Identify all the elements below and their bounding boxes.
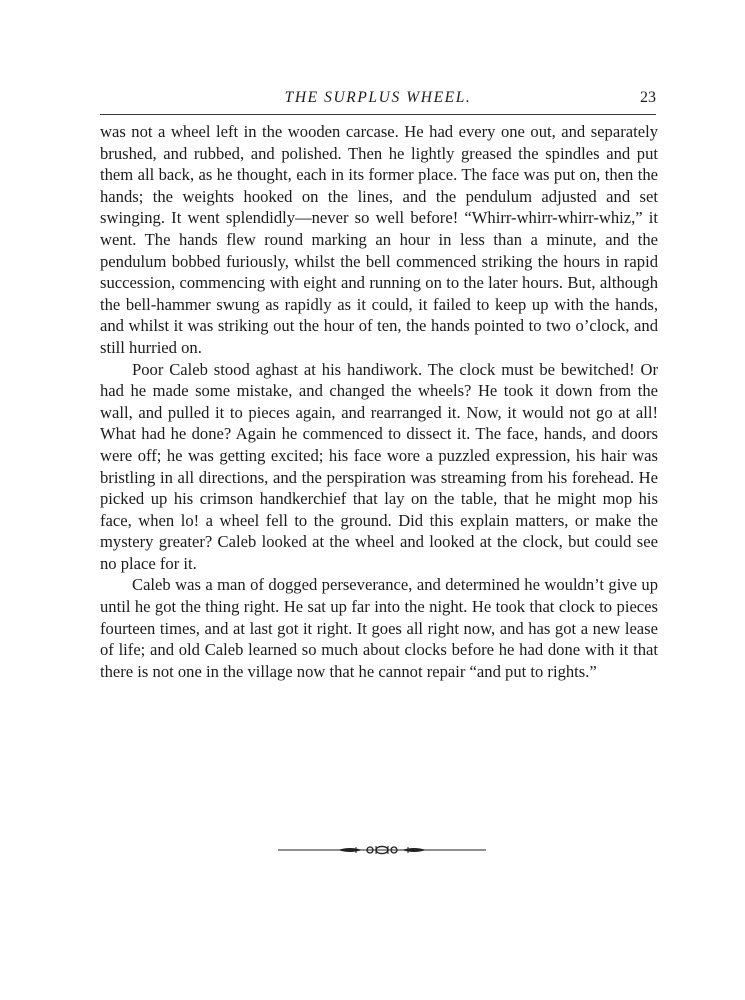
paragraph-1: was not a wheel left in the wooden carcase. He had every one out, and separately brushed, and rubbed, and polished. Then he lightly greased the spindles and put them all back, as he thought, each in its former place. The face was put on, then the hands; the weights hooked on the lines, and the pendulum adjusted and set swinging. It went splendidly—never so well before! “Whirr-whirr-whirr-whiz,” it went. The hands flew round marking an hour in less than a minute, and the pendulum bobbed furiously, whilst the bell commenced striking the hours in rapid succession, commencing with eight and running on to the later hours. But, although the bell-hammer swung as rapidly as it could, it failed to keep up with the hands, and whilst it was striking out the hour of ten, the hands pointed to two o’clock, and still hurried on. [100, 122, 658, 357]
header-rule [100, 114, 656, 115]
page-number: 23 [640, 89, 656, 106]
paragraph-3: Caleb was a man of dogged perseverance, and determined he wouldn’t give up until he got the thing right. He sat up far into the night. He took that clock to pieces fourteen times, and at last got it right. It goes all right now, and has got a new lease of life; and old Caleb learned so much about clocks before he had done with it that there is not one in the village now that he cannot repair “and put to rights.” [100, 575, 658, 681]
page-header [100, 88, 656, 112]
paragraph-2: Poor Caleb stood aghast at his handiwork. The clock must be bewitched! Or had he made some mistake, and changed the wheels? He took it down from the wall, and pulled it to pieces again, and rearranged it. Now, it would not go at all! What had he done? Again he commenced to dissect it. The face, hands, and doors were off; he was getting excited; his face wore a puzzled expression, his hair was bristling in all directions, and the perspiration was streaming from his forehead. He picked up his crimson handkerchief that lay on the table, that he might mop his face, when lo! a wheel fell to the ground. Did this explain matters, or make the mystery greater? Caleb looked at the wheel and looked at the clock, but could see no place for it. [100, 359, 658, 573]
running-title: THE SURPLUS WHEEL. [284, 89, 472, 106]
body-text [100, 121, 658, 682]
tailpiece-ornament-icon [278, 843, 486, 857]
